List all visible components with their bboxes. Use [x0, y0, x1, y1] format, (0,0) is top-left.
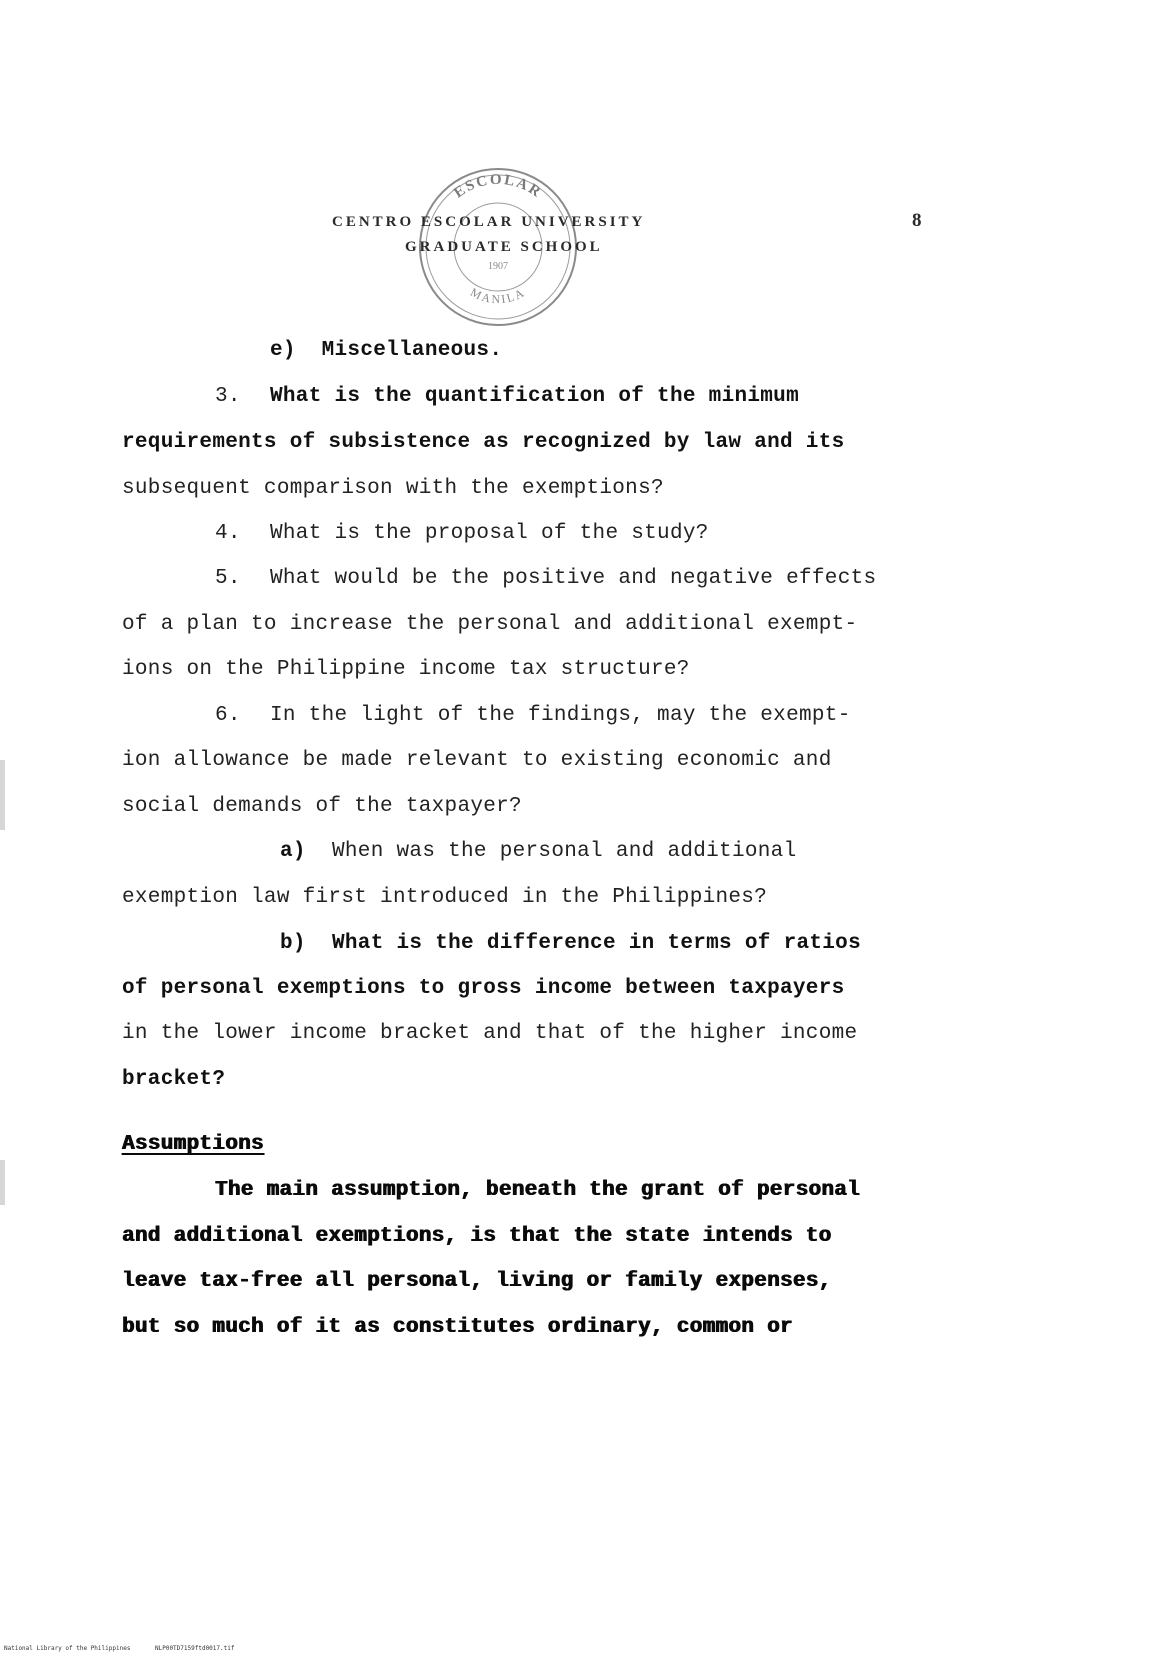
school-name: GRADUATE SCHOOL: [405, 239, 603, 255]
footer-library: National Library of the Philippines: [4, 1645, 131, 1652]
question-b-line: of personal exemptions to gross income between taxpayers: [122, 977, 845, 1000]
question-a-label: a): [280, 840, 306, 863]
question-6-number: 6.: [215, 704, 241, 727]
footer-filename: NLP00TD7159ftd0017.tif: [155, 1645, 235, 1652]
question-6-line: ion allowance be made relevant to existing economic and: [122, 749, 832, 772]
question-b-line: bracket?: [122, 1068, 226, 1091]
question-b-line: in the lower income bracket and that of the higher income: [122, 1022, 858, 1045]
question-4-line: What is the proposal of the study?: [270, 522, 709, 545]
question-5-line: of a plan to increase the personal and additional exempt-: [122, 613, 858, 636]
assumptions-line: leave tax-free all personal, living or family expenses,: [122, 1270, 832, 1293]
question-6-line: In the light of the findings, may the exempt-: [270, 704, 851, 727]
assumptions-line: and additional exemptions, is that the state intends to: [122, 1225, 832, 1248]
assumptions-line: The main assumption, beneath the grant of personal: [215, 1179, 861, 1202]
question-b-line: What is the difference in terms of ratios: [332, 932, 861, 955]
question-6-line: social demands of the taxpayer?: [122, 795, 522, 818]
question-3-line: requirements of subsistence as recognized by law and its: [122, 431, 845, 454]
question-b-label: b): [280, 932, 306, 955]
question-5-line: ions on the Philippine income tax structure?: [122, 658, 690, 681]
question-3-line: subsequent comparison with the exemptions?: [122, 477, 664, 500]
seal-top-text: ESCOLAR: [451, 171, 545, 202]
question-a-line: When was the personal and additional: [332, 840, 797, 863]
question-5-line: What would be the positive and negative effects: [270, 567, 877, 590]
question-4-number: 4.: [215, 522, 241, 545]
question-3-number: 3.: [215, 385, 241, 408]
scan-edge-mark: [0, 760, 5, 830]
university-name: CENTRO ESCOLAR UNIVERSITY: [332, 214, 646, 230]
svg-text:MANILA: [468, 285, 528, 306]
seal-bottom-text: MANILA: [468, 284, 528, 307]
question-5-number: 5.: [215, 567, 241, 590]
assumptions-line: but so much of it as constitutes ordinary, common or: [122, 1316, 793, 1339]
item-e: e) Miscellaneous.: [270, 339, 503, 362]
question-3-line: What is the quantification of the minimum: [270, 385, 799, 408]
seal-year: 1907: [488, 261, 508, 272]
page-number: 8: [912, 210, 922, 231]
question-a-line: exemption law first introduced in the Philippines?: [122, 886, 768, 909]
assumptions-heading: Assumptions: [122, 1133, 264, 1156]
scan-edge-mark: [0, 1160, 5, 1205]
